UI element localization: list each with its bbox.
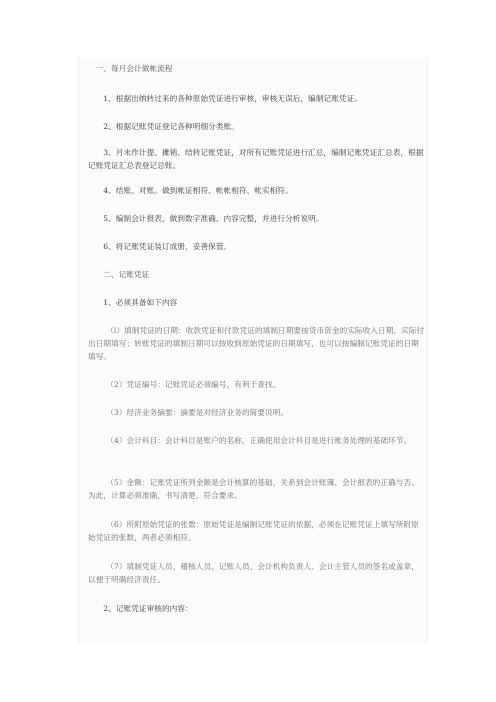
paragraph-2-1-3: （3）经济业务摘要：摘要是对经济业务的简要说明。: [106, 408, 289, 417]
paragraph-1-3: 3、月末作计提、摊销、结转记账凭证，对所有记账凭证进行汇总，编制记账凭证汇总表，根据记账凭证汇总表登记总账。: [88, 148, 424, 170]
paragraph-1-1: 1、根据出纳转过来的各种原始凭证进行审核，审核无误后，编制记账凭证。: [103, 94, 363, 103]
paragraph-1-4: 4、结账、对账。做到帐证相符、帐帐相符、帐实相符。: [103, 186, 293, 195]
section-heading-1: 一、每月会计做帐流程: [95, 64, 173, 73]
paragraph-2-1-7: （7）填制凭证人员、稽核人员、记账人员、会计机构负责人、会计主管人员的签名或盖章，以便于明确经济责任。: [88, 562, 419, 584]
paragraph-2-1-5: （5）金额：记账凭证所列金额是会计核算的基础，关系到会计账簿、会计报表的正确与否。为此，计算必须准确，书写清楚、符合要求。: [88, 478, 419, 500]
paragraph-2-1-2: （2）凭证编号：记账凭证必须编号，有利于查找。: [106, 380, 281, 389]
paragraph-2-1-1: （l）填制凭证的日期：收款凭证和付款凭证的填制日期要按货币资金的实际收入日期、实际付出日期填写；转账凭证的填制日期可以按收到原始凭证的日期填写，也可以按编制记账凭证的日期填写。: [88, 326, 425, 361]
paragraph-2-1-4: （4）会计科目：会计科目是账户的名称，正确使用会计科目是进行账务处理的基础环节。: [106, 436, 412, 445]
paragraph-2-1-6: （6）所附原始凭证的张数：原始凭证是编制记账凭证的依据，必须在记账凭证上填写所附原始凭证的张数，两者必须相符。: [88, 520, 419, 542]
paragraph-2-1: 1、必须具备如下内容: [103, 298, 178, 307]
paragraph-2-2: 2、记账凭证审核的内容：: [103, 604, 193, 613]
paragraph-1-6: 6、将记账凭证装订成册，妥善保管。: [103, 242, 232, 251]
paragraph-1-2: 2、根据记账凭证登记各种明细分类账。: [103, 122, 239, 131]
section-heading-2: 二、记账凭证: [103, 270, 150, 279]
paragraph-1-5: 5、编制会计报表，做到数字准确、内容完整，并进行分析说明。: [103, 214, 324, 223]
